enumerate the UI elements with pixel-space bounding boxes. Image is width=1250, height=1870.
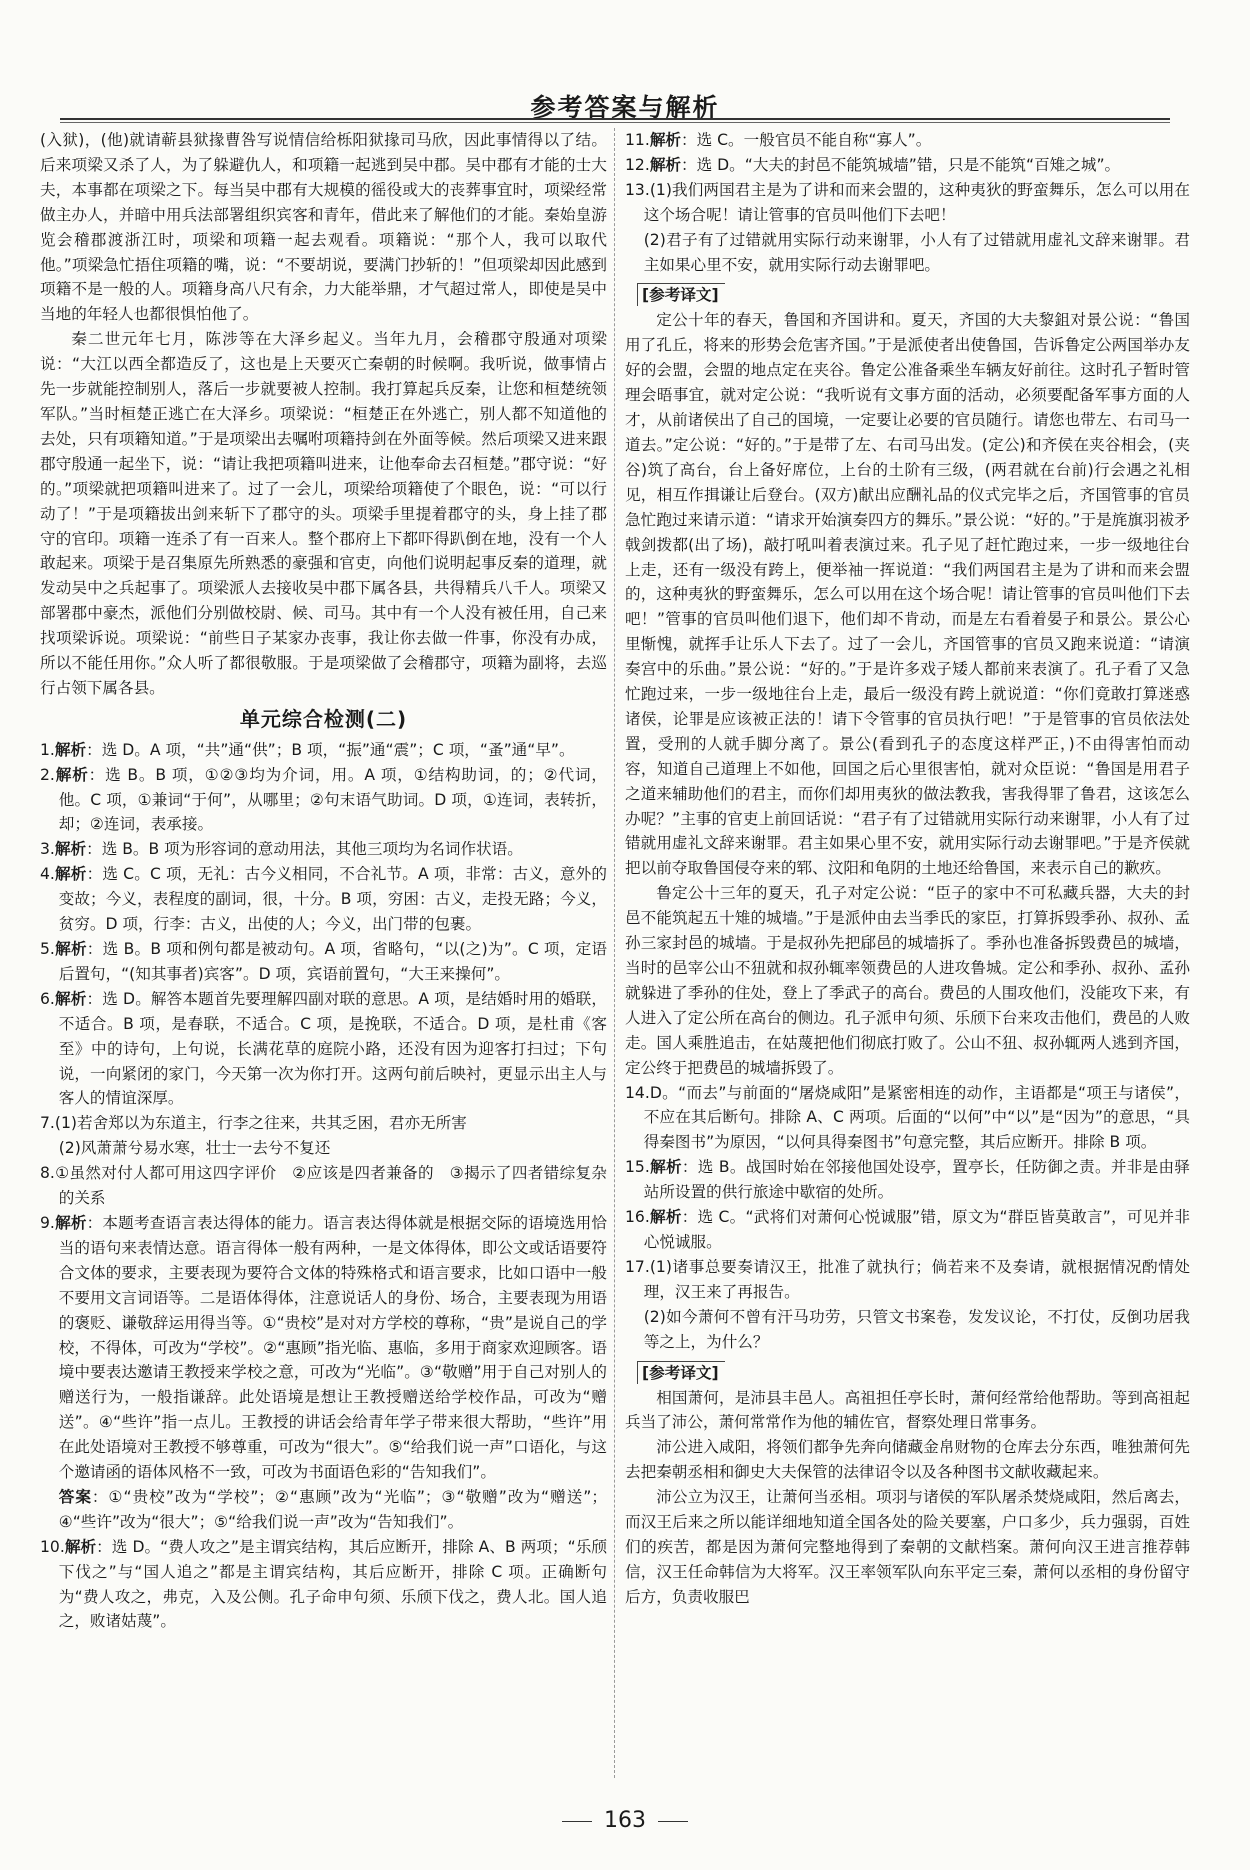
answer-item: [40, 1161, 607, 1211]
right-answer-list-b: [625, 1081, 1190, 1355]
item-label: 解析: [64, 1537, 97, 1556]
item-number: 3.: [40, 840, 55, 859]
answer-item: [625, 128, 1190, 153]
translation-paragraph: 定公十年的春天，鲁国和齐国讲和。夏天，齐国的大夫黎鉏对景公说：“鲁国用了孔丘，将来的形势会危害齐国。”于是派使者出使鲁国，告诉鲁定公两国举办友好的会盟，会盟的地点定在夹谷。鲁定公准备乘坐车辆友好前往。这时孔子暂时管理会晤事宜，就对定公说：“我听说有文事方面的活动，必须要配备军事方面的人才，从前诸侯出了自己的国境，一定要让必要的官员随行。请您也带左、右司马一道去。”定公说：“好的。”于是带了左、右司马出发。(定公)和齐侯在夹谷相会，(夹谷)筑了高台，台上备好席位，上台的土阶有三级，(两君就在台前)行会遇之礼相见，相互作揖谦让后登台。(双方)献出应酬礼品的仪式完毕之后，齐国管事的官员急忙跑过来请示道：“请求开始演奏四方的舞乐。”景公说：“好的。”于是旄旗羽袚矛戟剑拨都(出了场)，敲打吼叫着表演过来。孔子见了赶忙跑过来，一步一级地往台上走，还有一级没有跨上，便举袖一挥说道：“我们两国君主是为了讲和而来会盟的，这种夷狄的野蛮舞乐，怎么可以用在这个场合呢！请让管事的官员叫他们下去吧！”管事的官员叫他们退下，他们却不肯动，而是左右看着晏子和景公。景公心里惭愧，就挥手让乐人下去了。过了一会儿，齐国管事的官员又跑来说道：“请演奏宫中的乐曲。”景公说：“好的。”于是许多戏子矮人都前来表演了。孔子看了又急忙跑过来，一步一级地往台上走，最后一级没有跨上就说道：“你们竟敢打算迷惑诸侯，论罪是应该被正法的！请下令管事的官员执行吧！”于是管事的官员依法处置，受刑的人就手脚分离了。景公(看到孔子的态度这样严正，)不由得害怕而动容，知道自己道理上不如他，回国之后心里很害怕，就对众臣说：“鲁国是用君子之道来辅助他们的君主，而你们却用夷狄的做法教我，害我得罪了鲁君，这该怎么办呢？”主事的官吏上前回话说：“君子有了过错就用实际行动来谢罪，小人有了过错就用虚礼文辞来谢罪。君主如果心里不安，就用实际行动去谢罪吧。”于是齐侯就把以前夺取鲁国侵夺来的郓、汶阳和龟阴的土地还给鲁国，来表示自己的歉疚。: [625, 311, 1190, 878]
item-number: 5.: [40, 940, 55, 958]
footer-dash-left: [562, 1821, 592, 1822]
answer-item: [625, 178, 1190, 228]
right-answer-list-a: [625, 128, 1190, 277]
item-text: ：选 C。“武将们对萧何心悦诚服”错，原文为“群臣皆莫敢言”，可见并非心悦诚服。: [643, 1208, 1190, 1251]
reference-translation-tag: [参考译文]: [637, 283, 725, 306]
item-text: ：选 B。战国时始在邻接他国处设亭，置亭长，任防御之责。并非是由驿站所设置的供行旅途中歇宿的处所。: [643, 1158, 1190, 1202]
answer-item: [625, 1255, 1190, 1305]
item-text: (1)我们两国君主是为了讲和而来会盟的，这种夷狄的野蛮舞乐，怎么可以用在这个场合呢！请让管事的官员叫他们下去吧！: [643, 180, 1190, 224]
left-paragraph: (入狱)，(他)就请蕲县狱掾曹咎写说情信给栎阳狱掾司马欣，因此事情得以了结。后来项梁又杀了人，为了躲避仇人，和项籍一起逃到吴中郡。吴中郡有才能的士大夫，本事都在项梁之下。每当吴中郡有大规模的徭役或大的丧葬事宜时，项梁经常做主办人，并暗中用兵法部署组织宾客和青年，借此来了解他们的才能。秦始皇游览会稽郡渡浙江时，项梁和项籍一起去观看。项籍说：“那个人，我可以取代他。”项梁急忙捂住项籍的嘴，说：“不要胡说，要满门抄斩的！”但项梁却因此感到项籍不是一般的人。项籍身高八尺有余，力大能举鼎，才气超过常人，即使是吴中当地的年轻人也都很惧怕他了。: [40, 131, 607, 324]
item-text: ：选 D。A 项，“共”通“供”；B 项，“振”通“震”；C 项，“蚤”通“早”。: [86, 740, 575, 759]
item-text: ：选 D。“大夫的封邑不能筑城墙”错，只是不能筑“百雉之城”。: [681, 155, 1121, 174]
item-label: 解析: [649, 1208, 682, 1227]
item-label: 解析: [54, 740, 87, 759]
answer-item: [625, 153, 1190, 178]
item-number: 15.: [625, 1158, 650, 1177]
item-text: (1)若舍郑以为东道主，行李之往来，共其乏困，君亦无所害: [54, 1114, 467, 1133]
item-label: 答案: [58, 1487, 92, 1506]
item-text: ①虽然对付人都可用这四字评价 ②应该是四者兼备的 ③揭示了四者错综复杂的关系: [54, 1164, 607, 1208]
item-text: ：选 D。解答本题首先要理解四副对联的意思。A 项，是结婚时用的婚联，不适合。B 项，是春联，不适合。C 项，是挽联，不适合。D 项，是杜甫《客至》中的诗句，上句说，长满花草的庭院小路，还没有因为迎客打扫过；下句说，一向紧闭的家门，今天第一次为你打开。这两句前后映衬，更显示出主人与客人的情谊深厚。: [58, 989, 607, 1108]
item-label: 解析: [54, 765, 89, 784]
item-number: 11.: [625, 131, 650, 149]
item-number: 13.: [625, 180, 650, 199]
item-number: 9.: [40, 1213, 55, 1232]
item-number: 8.: [40, 1164, 55, 1183]
item-text: ：本题考查语言表达得体的能力。语言表达得体就是根据交际的语境选用恰当的语句来表情达意。语言得体一般有两种，一是文体得体，即公文或话语要符合文体的要求，主要表现为要符合文体的特殊格式和语言要求，比如口语中一般不要用文言词语等。二是语体得体，注意说话人的身份、场合，主要表现为用语的褒贬、谦敬辞运用得当等。①“贵校”是对对方学校的尊称，“贵”是说自己的学校，不得体，可改为“学校”。②“惠顾”指光临、惠临，多用于商家欢迎顾客。语境中要表达邀请王教授来学校之意，可改为“光临”。③“敬赠”用于自己对别人的赠送行为，一般指谦辞。此处语境是想让王教授赠送给学校作品，可改为“赠送”。④“些许”指一点儿。王教授的讲话会给青年学子带来很大帮助，“些许”用在此处语境对王教授不够尊重，可改为“很大”。⑤“给我们说一声”口语化，与这个邀请函的语体风格不一致，可改为书面语色彩的“告知我们”。: [58, 1213, 607, 1482]
item-label: 解析: [54, 940, 87, 958]
item-number: 7.: [40, 1114, 55, 1133]
answer-item: [40, 937, 607, 987]
answer-item: [40, 1211, 607, 1485]
item-label: 解析: [649, 1158, 682, 1177]
item-text: (1)诸事总要奏请汉王，批准了就执行；倘若来不及奏请，就根据情况酌情处理，汉王来了再报告。: [643, 1257, 1190, 1301]
answer-item: [40, 1485, 607, 1535]
item-number: 12.: [625, 155, 650, 174]
item-text: ：选 C。一般官员不能自称“寡人”。: [681, 131, 932, 149]
item-text: ：选 C。C 项，无礼：古今义相同，不合礼节。A 项，非常：古义，意外的变故；今义，表程度的副词，很，十分。B 项，穷困：古义，走投无路；今义，贫穷。D 项，行李：古义，出使的人；今义，出门带的包裹。: [58, 865, 607, 934]
answer-item: [40, 1535, 607, 1635]
right-column: [625, 128, 1190, 1610]
answer-item: [40, 862, 607, 937]
item-text: (2)如今萧何不曾有汗马功劳，只管文书案卷，发发议论，不打仗，反倒功居我等之上，为什么？: [643, 1307, 1190, 1351]
answer-item: [40, 1136, 607, 1161]
answer-item: [625, 228, 1190, 278]
translation-paragraph: 沛公进入咸阳，将领们都争先奔向储藏金帛财物的仓库去分东西，唯独萧何先去把秦朝丞相和御史大夫保管的法律诏令以及各种图书文献收藏起来。: [625, 1438, 1190, 1482]
item-label: 解析: [54, 840, 87, 859]
answer-item: [40, 763, 607, 838]
item-label: 解析: [54, 989, 87, 1008]
left-column: [40, 128, 607, 1634]
item-text: ：①“贵校”改为“学校”；②“惠顾”改为“光临”；③“敬赠”改为“赠送”；④“些许”改为“很大”；⑤“给我们说一声”改为“告知我们”。: [58, 1487, 607, 1531]
answer-item: [625, 1305, 1190, 1355]
translation-paragraph: 鲁定公十三年的夏天，孔子对定公说：“臣子的家中不可私藏兵器，大夫的封邑不能筑起五十雉的城墙。”于是派仲由去当季氏的家臣，打算拆毁季孙、叔孙、孟孙三家封邑的城墙。于是叔孙先把郈邑的城墙拆了。季孙也准备拆毁费邑的城墙，当时的邑宰公山不狃就和叔孙辄率领费邑的人进攻鲁城。定公和季孙、叔孙、孟孙就躲进了季孙的住处，登上了季武子的高台。费邑的人围攻他们，没能攻下来，有人进入了定公所在高台的侧边。孔子派申句须、乐颀下台来攻击他们，费邑的人败走。国人乘胜追击，在姑蔑把他们彻底打败了。公山不狃、叔孙辄两人逃到齐国，定公终于把费邑的城墙拆毁了。: [625, 884, 1190, 1077]
item-number: 10.: [40, 1537, 65, 1556]
item-text: D。“而去”与前面的“屠烧咸阳”是紧密相连的动作，主语都是“项王与诸侯”，不应在其后断句。排除 A、C 两项。后面的“以何”中“以”是“因为”的意思，“具得秦图书”为原因，“以何具得秦图书”句意完整，其后应断开。排除 B 项。: [643, 1083, 1190, 1152]
answer-item: [40, 987, 607, 1112]
page-footer: [0, 1808, 1250, 1833]
section-title: 单元综合检测(二): [239, 706, 408, 731]
page-number: 163: [604, 1808, 646, 1833]
item-label: 解析: [649, 155, 682, 174]
answer-item: [625, 1155, 1190, 1205]
item-text: ：选 B。B 项和例句都是被动句。A 项，省略句，“以(之)为”。C 项，定语后置句，“(知其事者)宾客”。D 项，宾语前置句，“大王来操何”。: [58, 940, 607, 983]
answer-item: [40, 837, 607, 862]
answer-item: [625, 1081, 1190, 1156]
item-label: 解析: [649, 131, 682, 149]
left-answer-list: [40, 738, 607, 1635]
item-number: 6.: [40, 989, 55, 1008]
item-text: (2)风萧萧兮易水寒，壮士一去兮不复还: [58, 1139, 331, 1158]
item-text: ：选 B。B 项，①②③均为介词，用。A 项，①结构助词，的；②代词，他。C 项，①兼词“于何”，从哪里；②句末语气助词。D 项，①连词，表转折，却；②连词，表承接。: [58, 765, 607, 834]
item-number: 1.: [40, 740, 55, 759]
item-text: (2)君子有了过错就用实际行动来谢罪，小人有了过错就用虚礼文辞来谢罪。君主如果心里不安，就用实际行动去谢罪吧。: [643, 230, 1190, 274]
item-number: 16.: [625, 1208, 650, 1227]
header-rule-thin: [60, 122, 1170, 123]
left-paragraph: 秦二世元年七月，陈涉等在大泽乡起义。当年九月，会稽郡守殷通对项梁说：“大江以西全都造反了，这也是上天要灭亡秦朝的时候啊。我听说，做事情占先一步就能控制别人，落后一步就要被人控制。我打算起兵反秦，让您和桓楚统领军队。”当时桓楚正逃亡在大泽乡。项梁说：“桓楚正在外逃亡，别人都不知道他的去处，只有项籍知道。”于是项梁出去嘱咐项籍持剑在外面等候。然后项梁又进来跟郡守殷通一起坐下，说：“请让我把项籍叫进来，让他奉命去召桓楚。”郡守说：“好的。”项梁就把项籍叫进来了。过了一会儿，项梁给项籍使了个眼色，说：“可以行动了！”于是项籍拔出剑来斩下了郡守的头。项梁手里提着郡守的头，身上挂了郡守的官印。项籍一连杀了有一百来人。整个郡府上下都吓得趴倒在地，没有一个人敢起来。项梁于是召集原先所熟悉的豪强和官吏，向他们说明起事反秦的道理，就发动吴中之兵起事了。项梁派人去接收吴中郡下属各县，共得精兵八千人。项梁又部署郡中豪杰，派他们分别做校尉、候、司马。其中有一个人没有被任用，自己来找项梁诉说。项梁说：“前些日子某家办丧事，我让你去做一件事，你没有办成，所以不能任用你。”众人听了都很敬服。于是项梁做了会稽郡守，项籍为副将，去巡行占领下属各县。: [40, 330, 607, 697]
reference-translation-tag: [参考译文]: [637, 1361, 725, 1384]
translation-paragraph: 沛公立为汉王，让萧何当丞相。项羽与诸侯的军队屠杀焚烧咸阳，然后离去，而汉王后来之所以能详细地知道全国各处的险关要塞，户口多少，兵力强弱，百姓们的疾苦，都是因为萧何完整地得到了秦朝的文献档案。萧何向汉王进言推荐韩信，汉王任命韩信为大将军。汉王率领军队向东平定三秦，萧何以丞相的身份留守后方，负责收服巴: [625, 1488, 1190, 1606]
item-number: 17.: [625, 1257, 650, 1276]
answer-item: [40, 738, 607, 763]
item-text: ：选 B。B 项为形容词的意动用法，其他三项均为名词作状语。: [86, 840, 523, 859]
header-title: 参考答案与解析: [530, 93, 720, 122]
item-number: 4.: [40, 865, 55, 884]
answer-item: [40, 1111, 607, 1136]
answer-item: [625, 1205, 1190, 1255]
item-number: 2.: [40, 765, 55, 784]
item-label: 解析: [54, 865, 87, 884]
item-number: 14.: [625, 1083, 650, 1102]
item-text: ：选 D。“费人攻之”是主谓宾结构，其后应断开，排除 A、B 两项；“乐颀下伐之”与“国人追之”都是主谓宾结构，其后应断开，排除 C 项。正确断句为“费人攻之，弗克，入及公侧。孔子命申句须、乐颀下伐之，费人北。国人追之，败诸姑蔑”。: [58, 1537, 607, 1631]
column-divider: [614, 128, 615, 1778]
header-rule: [60, 118, 1170, 120]
footer-dash-right: [658, 1821, 688, 1822]
translation-paragraph: 相国萧何，是沛县丰邑人。高祖担任亭长时，萧何经常给他帮助。等到高祖起兵当了沛公，萧何常常作为他的辅佐官，督察处理日常事务。: [625, 1388, 1190, 1432]
item-label: 解析: [54, 1213, 87, 1232]
